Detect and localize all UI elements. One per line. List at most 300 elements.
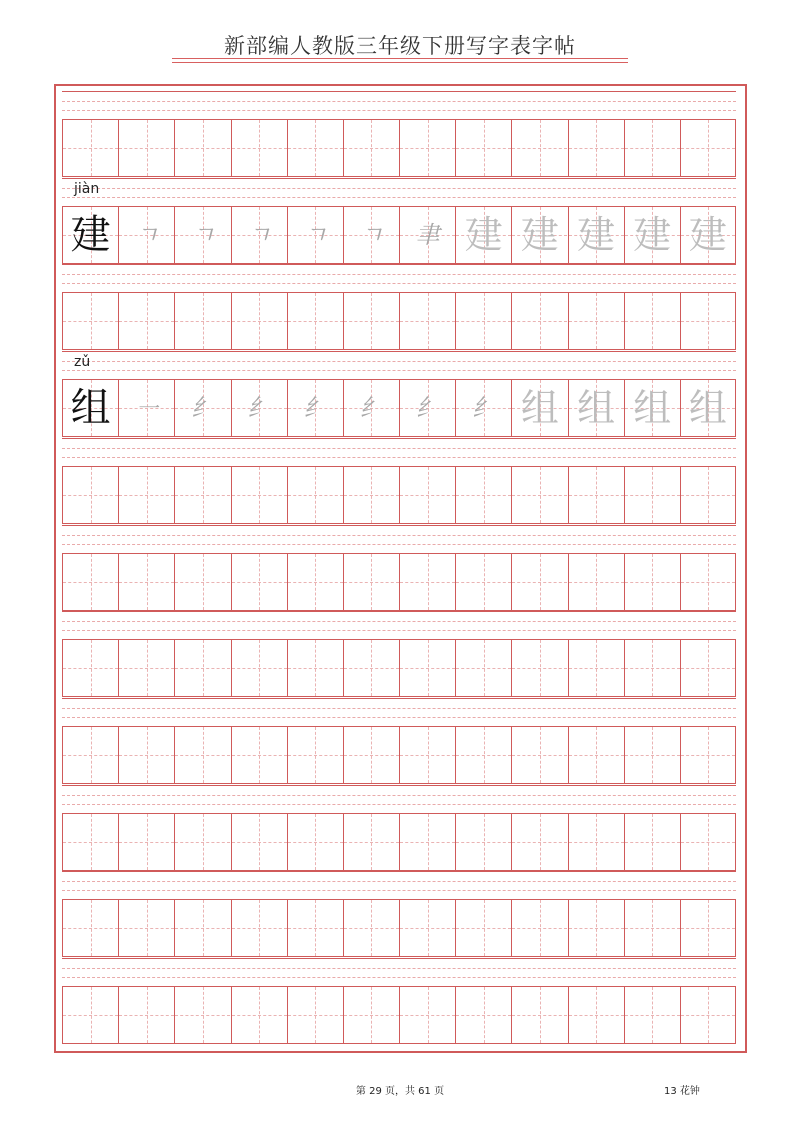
practice-cell[interactable] xyxy=(174,727,230,783)
pinyin-row xyxy=(62,351,736,379)
trace-character: 纟 xyxy=(471,394,496,423)
trace-character xyxy=(400,900,455,956)
practice-cell[interactable] xyxy=(568,120,624,176)
trace-character xyxy=(175,900,230,956)
practice-cell[interactable] xyxy=(399,727,455,783)
trace-character xyxy=(232,640,287,696)
model-character xyxy=(63,814,118,870)
practice-cell[interactable] xyxy=(511,814,567,870)
practice-cell[interactable] xyxy=(624,554,680,610)
trace-character xyxy=(681,727,735,783)
pinyin-label: zǔ xyxy=(74,354,91,371)
pinyin-guide-line xyxy=(62,274,736,275)
practice-cell[interactable] xyxy=(511,987,567,1043)
trace-character xyxy=(512,467,567,523)
trace-character xyxy=(681,467,735,523)
model-character-cell[interactable] xyxy=(62,207,118,263)
practice-block xyxy=(62,525,736,612)
trace-character xyxy=(288,900,343,956)
model-character xyxy=(63,554,118,610)
model-character-cell[interactable] xyxy=(62,900,118,956)
trace-character xyxy=(175,554,230,610)
practice-cell[interactable] xyxy=(118,727,174,783)
trace-character: 建 xyxy=(520,212,559,257)
trace-character xyxy=(625,814,680,870)
practice-cell[interactable] xyxy=(511,727,567,783)
trace-character: ㄱ xyxy=(135,220,159,249)
practice-cell[interactable] xyxy=(568,814,624,870)
model-character: 组 xyxy=(70,385,111,432)
practice-cell[interactable] xyxy=(174,207,230,263)
pinyin-guide-line xyxy=(62,110,736,111)
model-character xyxy=(63,120,118,176)
trace-character xyxy=(344,900,399,956)
trace-character: 纟 xyxy=(247,394,272,423)
practice-cell[interactable] xyxy=(231,814,287,870)
practice-cell[interactable] xyxy=(399,640,455,696)
practice-cell[interactable] xyxy=(287,380,343,436)
trace-character xyxy=(456,554,511,610)
trace-character xyxy=(569,293,624,349)
trace-character xyxy=(288,120,343,176)
trace-character: 组 xyxy=(688,386,727,431)
character-row xyxy=(62,986,736,1044)
practice-cell[interactable] xyxy=(174,554,230,610)
practice-cell[interactable] xyxy=(118,554,174,610)
trace-character xyxy=(569,987,624,1043)
practice-cell[interactable] xyxy=(399,207,455,263)
trace-character: 纟 xyxy=(190,394,215,423)
pinyin-guide-line xyxy=(62,197,736,198)
trace-character xyxy=(400,467,455,523)
practice-cell[interactable] xyxy=(399,293,455,349)
practice-cell[interactable] xyxy=(511,120,567,176)
practice-cell[interactable] xyxy=(231,120,287,176)
practice-cell[interactable] xyxy=(174,814,230,870)
practice-cell[interactable] xyxy=(231,293,287,349)
trace-character xyxy=(344,554,399,610)
practice-block xyxy=(62,178,736,265)
trace-character: 建 xyxy=(464,212,503,257)
practice-cell[interactable] xyxy=(399,900,455,956)
practice-cell[interactable] xyxy=(624,120,680,176)
character-row xyxy=(62,292,736,350)
trace-character xyxy=(288,554,343,610)
practice-cell[interactable] xyxy=(399,380,455,436)
practice-cell[interactable] xyxy=(624,293,680,349)
trace-character xyxy=(119,900,174,956)
practice-cell[interactable] xyxy=(455,207,511,263)
model-character: 建 xyxy=(70,211,111,258)
practice-cell[interactable] xyxy=(287,727,343,783)
trace-character xyxy=(456,467,511,523)
trace-character: ㄱ xyxy=(247,220,271,249)
trace-character xyxy=(119,554,174,610)
practice-cell[interactable] xyxy=(624,814,680,870)
trace-character xyxy=(681,987,735,1043)
trace-character xyxy=(681,120,735,176)
practice-cell[interactable] xyxy=(568,467,624,523)
practice-cell[interactable] xyxy=(624,467,680,523)
practice-cell[interactable] xyxy=(568,380,624,436)
trace-character xyxy=(175,293,230,349)
trace-character xyxy=(175,120,230,176)
trace-character xyxy=(569,814,624,870)
trace-character xyxy=(569,467,624,523)
trace-character xyxy=(175,987,230,1043)
model-character xyxy=(63,467,118,523)
practice-cell[interactable] xyxy=(174,900,230,956)
practice-cell[interactable] xyxy=(568,987,624,1043)
practice-cell[interactable] xyxy=(568,900,624,956)
practice-cell[interactable] xyxy=(680,467,736,523)
practice-cell[interactable] xyxy=(455,554,511,610)
pinyin-guide-line xyxy=(62,457,736,458)
practice-cell[interactable] xyxy=(118,120,174,176)
practice-cell[interactable] xyxy=(455,814,511,870)
trace-character: 建 xyxy=(633,212,672,257)
practice-cell[interactable] xyxy=(511,380,567,436)
model-character-cell[interactable] xyxy=(62,727,118,783)
trace-character xyxy=(625,293,680,349)
trace-character xyxy=(175,640,230,696)
practice-cell[interactable] xyxy=(568,554,624,610)
trace-character xyxy=(569,900,624,956)
practice-cell[interactable] xyxy=(455,640,511,696)
trace-character xyxy=(288,467,343,523)
practice-block xyxy=(62,871,736,958)
trace-character xyxy=(119,987,174,1043)
pinyin-row xyxy=(62,785,736,813)
trace-character: 纟 xyxy=(359,394,384,423)
character-row xyxy=(62,466,736,524)
pinyin-row xyxy=(62,871,736,899)
trace-character xyxy=(456,814,511,870)
trace-character xyxy=(456,293,511,349)
document-title: 新部编人教版三年级下册写字表字帖 xyxy=(224,34,576,58)
practice-cell[interactable] xyxy=(568,293,624,349)
trace-character xyxy=(400,554,455,610)
practice-cell[interactable] xyxy=(455,900,511,956)
practice-cell[interactable] xyxy=(118,640,174,696)
practice-cell[interactable] xyxy=(287,814,343,870)
practice-cell[interactable] xyxy=(399,814,455,870)
character-row xyxy=(62,899,736,957)
trace-character xyxy=(625,467,680,523)
practice-cell[interactable] xyxy=(455,987,511,1043)
practice-grid xyxy=(62,91,736,1045)
trace-character xyxy=(625,554,680,610)
trace-character xyxy=(175,727,230,783)
trace-character xyxy=(625,900,680,956)
practice-cell[interactable] xyxy=(343,380,399,436)
practice-cell[interactable] xyxy=(511,900,567,956)
practice-cell[interactable] xyxy=(287,554,343,610)
practice-cell[interactable] xyxy=(511,207,567,263)
character-row xyxy=(62,726,736,784)
trace-character xyxy=(232,293,287,349)
practice-cell[interactable] xyxy=(624,640,680,696)
model-character-cell[interactable] xyxy=(62,814,118,870)
pinyin-row xyxy=(62,611,736,639)
trace-character: 建 xyxy=(577,212,616,257)
practice-cell[interactable] xyxy=(624,987,680,1043)
trace-character xyxy=(512,554,567,610)
practice-block xyxy=(62,91,736,178)
trace-character xyxy=(625,640,680,696)
pinyin-guide-line xyxy=(62,283,736,284)
practice-cell[interactable] xyxy=(680,554,736,610)
practice-cell[interactable] xyxy=(343,640,399,696)
practice-cell[interactable] xyxy=(343,293,399,349)
practice-cell[interactable] xyxy=(680,727,736,783)
pinyin-label: jiàn xyxy=(74,180,100,197)
trace-character xyxy=(456,120,511,176)
model-character xyxy=(63,987,118,1043)
model-character-cell[interactable] xyxy=(62,640,118,696)
practice-cell[interactable] xyxy=(511,293,567,349)
practice-cell[interactable] xyxy=(455,380,511,436)
practice-cell[interactable] xyxy=(231,207,287,263)
trace-character: ㇐ xyxy=(134,394,159,423)
practice-cell[interactable] xyxy=(399,120,455,176)
practice-cell[interactable] xyxy=(680,987,736,1043)
practice-cell[interactable] xyxy=(343,554,399,610)
practice-cell[interactable] xyxy=(399,467,455,523)
trace-character xyxy=(512,293,567,349)
trace-character: 组 xyxy=(577,386,616,431)
pinyin-guide-line xyxy=(62,717,736,718)
pinyin-guide-line xyxy=(62,448,736,449)
page-number: 第 29 页，共 61 页 xyxy=(355,1086,445,1097)
practice-cell[interactable] xyxy=(343,207,399,263)
pinyin-row xyxy=(62,178,736,206)
trace-character xyxy=(232,987,287,1043)
model-character-cell[interactable] xyxy=(62,554,118,610)
pinyin-guide-line xyxy=(62,804,736,805)
trace-character xyxy=(681,814,735,870)
practice-cell[interactable] xyxy=(287,207,343,263)
practice-cell[interactable] xyxy=(455,727,511,783)
trace-character xyxy=(232,900,287,956)
practice-cell[interactable] xyxy=(231,380,287,436)
model-character xyxy=(63,727,118,783)
trace-character: 组 xyxy=(633,386,672,431)
model-character-cell[interactable] xyxy=(62,380,118,436)
pinyin-row xyxy=(62,525,736,553)
pinyin-guide-line xyxy=(62,370,736,371)
trace-character xyxy=(288,814,343,870)
pinyin-guide-line xyxy=(62,101,736,102)
practice-cell[interactable] xyxy=(399,554,455,610)
pinyin-row xyxy=(62,438,736,466)
trace-character xyxy=(344,814,399,870)
title-underline-second xyxy=(172,62,628,63)
model-character-cell[interactable] xyxy=(62,293,118,349)
practice-cell[interactable] xyxy=(118,467,174,523)
practice-cell[interactable] xyxy=(118,380,174,436)
trace-character xyxy=(569,554,624,610)
trace-character xyxy=(344,467,399,523)
practice-cell[interactable] xyxy=(511,467,567,523)
practice-cell[interactable] xyxy=(343,814,399,870)
trace-character xyxy=(456,727,511,783)
trace-character xyxy=(625,987,680,1043)
trace-character: ㄱ xyxy=(303,220,327,249)
practice-cell[interactable] xyxy=(287,293,343,349)
pinyin-guide-line xyxy=(62,708,736,709)
practice-cell[interactable] xyxy=(231,727,287,783)
practice-cell[interactable] xyxy=(680,207,736,263)
trace-character xyxy=(232,814,287,870)
trace-character: ㄱ xyxy=(359,220,383,249)
practice-cell[interactable] xyxy=(231,467,287,523)
character-row xyxy=(62,119,736,177)
character-row xyxy=(62,553,736,611)
trace-character: 纟 xyxy=(415,394,440,423)
practice-block xyxy=(62,698,736,785)
pinyin-guide-line xyxy=(62,890,736,891)
practice-cell[interactable] xyxy=(118,814,174,870)
practice-cell[interactable] xyxy=(118,207,174,263)
practice-cell[interactable] xyxy=(680,640,736,696)
practice-block xyxy=(62,958,736,1045)
practice-cell[interactable] xyxy=(624,900,680,956)
practice-cell[interactable] xyxy=(287,467,343,523)
pinyin-guide-line xyxy=(62,535,736,536)
practice-cell[interactable] xyxy=(174,640,230,696)
trace-character xyxy=(400,987,455,1043)
trace-character xyxy=(288,640,343,696)
practice-cell[interactable] xyxy=(231,987,287,1043)
character-row xyxy=(62,639,736,697)
trace-character xyxy=(625,120,680,176)
practice-cell[interactable] xyxy=(680,293,736,349)
practice-cell[interactable] xyxy=(568,207,624,263)
practice-cell[interactable] xyxy=(118,900,174,956)
practice-cell[interactable] xyxy=(680,120,736,176)
trace-character xyxy=(512,640,567,696)
model-character-cell[interactable] xyxy=(62,987,118,1043)
trace-character xyxy=(400,640,455,696)
pinyin-guide-line xyxy=(62,881,736,882)
trace-character xyxy=(344,120,399,176)
practice-cell[interactable] xyxy=(624,207,680,263)
trace-character xyxy=(119,640,174,696)
practice-cell[interactable] xyxy=(680,900,736,956)
trace-character xyxy=(569,640,624,696)
trace-character xyxy=(681,900,735,956)
practice-block xyxy=(62,351,736,438)
trace-character xyxy=(456,640,511,696)
trace-character: 建 xyxy=(688,212,727,257)
pinyin-guide-line xyxy=(62,630,736,631)
trace-character xyxy=(344,987,399,1043)
practice-cell[interactable] xyxy=(680,814,736,870)
practice-cell[interactable] xyxy=(343,987,399,1043)
pinyin-row xyxy=(62,698,736,726)
practice-cell[interactable] xyxy=(343,467,399,523)
trace-character xyxy=(288,987,343,1043)
trace-character: ㄱ xyxy=(191,220,215,249)
practice-cell[interactable] xyxy=(287,640,343,696)
trace-character xyxy=(512,814,567,870)
trace-character: 纟 xyxy=(303,394,328,423)
character-row xyxy=(62,379,736,437)
character-row xyxy=(62,813,736,871)
pinyin-guide-line xyxy=(62,795,736,796)
practice-cell[interactable] xyxy=(455,293,511,349)
trace-character xyxy=(119,467,174,523)
pinyin-guide-line xyxy=(62,188,736,189)
practice-cell[interactable] xyxy=(399,987,455,1043)
practice-cell[interactable] xyxy=(287,900,343,956)
practice-cell[interactable] xyxy=(624,727,680,783)
practice-cell[interactable] xyxy=(455,120,511,176)
trace-character xyxy=(681,293,735,349)
practice-cell[interactable] xyxy=(568,640,624,696)
trace-character xyxy=(119,727,174,783)
practice-cell[interactable] xyxy=(343,727,399,783)
trace-character xyxy=(175,814,230,870)
lesson-label: 13 花钟 xyxy=(664,1086,700,1097)
trace-character xyxy=(288,727,343,783)
practice-cell[interactable] xyxy=(624,380,680,436)
trace-character xyxy=(119,814,174,870)
practice-block xyxy=(62,785,736,872)
practice-cell[interactable] xyxy=(231,640,287,696)
practice-cell[interactable] xyxy=(118,987,174,1043)
trace-character xyxy=(625,727,680,783)
practice-cell[interactable] xyxy=(511,640,567,696)
model-character-cell[interactable] xyxy=(62,120,118,176)
practice-cell[interactable] xyxy=(455,467,511,523)
practice-cell[interactable] xyxy=(174,380,230,436)
trace-character xyxy=(175,467,230,523)
practice-cell[interactable] xyxy=(568,727,624,783)
trace-character xyxy=(400,814,455,870)
trace-character xyxy=(288,293,343,349)
trace-character xyxy=(232,467,287,523)
practice-cell[interactable] xyxy=(511,554,567,610)
practice-cell[interactable] xyxy=(343,900,399,956)
trace-character xyxy=(344,727,399,783)
practice-cell[interactable] xyxy=(174,467,230,523)
practice-cell[interactable] xyxy=(680,380,736,436)
practice-cell[interactable] xyxy=(231,554,287,610)
practice-cell[interactable] xyxy=(174,120,230,176)
trace-character xyxy=(344,640,399,696)
practice-cell[interactable] xyxy=(287,987,343,1043)
practice-cell[interactable] xyxy=(118,293,174,349)
trace-character xyxy=(456,900,511,956)
model-character-cell[interactable] xyxy=(62,467,118,523)
practice-cell[interactable] xyxy=(231,900,287,956)
practice-cell[interactable] xyxy=(174,293,230,349)
trace-character: 聿 xyxy=(415,220,440,249)
trace-character xyxy=(512,987,567,1043)
trace-character xyxy=(119,293,174,349)
trace-character xyxy=(456,987,511,1043)
pinyin-guide-line xyxy=(62,968,736,969)
practice-block xyxy=(62,264,736,351)
pinyin-row xyxy=(62,91,736,119)
trace-character xyxy=(232,554,287,610)
practice-cell[interactable] xyxy=(287,120,343,176)
practice-block xyxy=(62,438,736,525)
practice-cell[interactable] xyxy=(174,987,230,1043)
practice-cell[interactable] xyxy=(343,120,399,176)
